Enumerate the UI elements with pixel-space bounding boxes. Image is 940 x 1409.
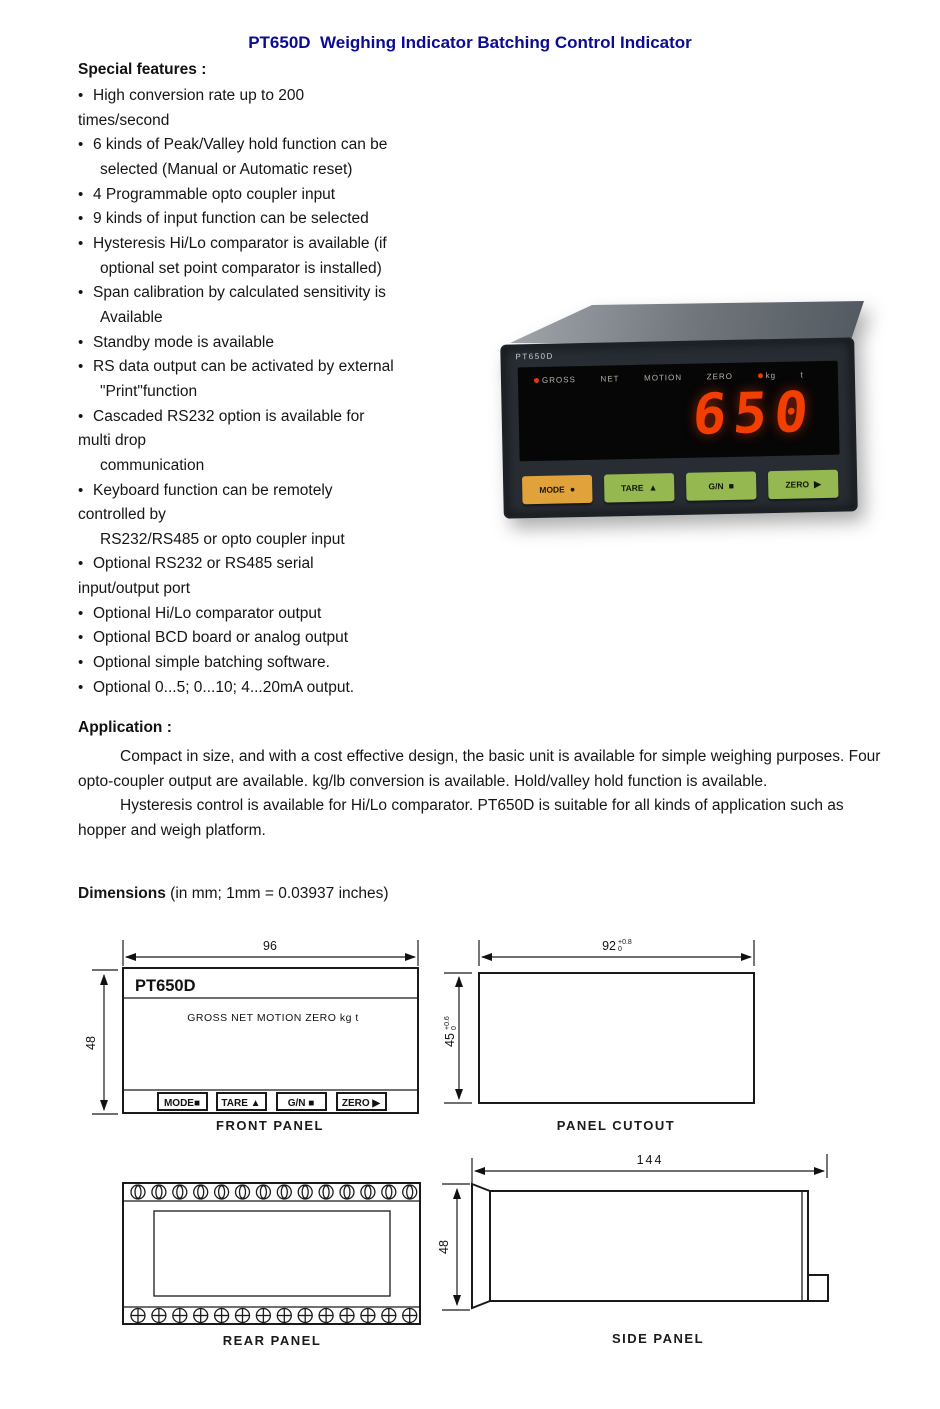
- bullet-icon: •: [78, 136, 84, 154]
- side-panel-drawing: [430, 1140, 850, 1356]
- bullet-icon: •: [78, 407, 84, 425]
- device-button-row: [522, 470, 839, 505]
- side-case-body: [490, 1191, 808, 1301]
- zero-button: ZERO ▶: [768, 470, 839, 499]
- feature-line: optional set point comparator is installed): [100, 259, 382, 277]
- bullet-icon: •: [78, 333, 84, 351]
- bullet-icon: •: [78, 210, 84, 228]
- feature-line: • Optional RS232 or RS485 serial: [78, 552, 558, 577]
- bullet-icon: •: [78, 678, 84, 696]
- application-paragraph: Compact in size, and with a cost effective design, the basic unit is available for simple weighing purposes. Four opto-coupler output are available. kg/lb conversion is available. Hold/valley hold function is available.: [78, 748, 881, 790]
- front-drawing-zero-key: ZERO ▶: [341, 1098, 381, 1109]
- square-glyph-icon: ■: [728, 480, 735, 491]
- feature-line: RS232/RS485 or opto coupler input: [100, 530, 345, 548]
- device-display: [518, 361, 840, 462]
- feature-line: selected (Manual or Automatic reset): [100, 160, 353, 178]
- cutout-height-tol-plus: +0.6: [444, 1016, 451, 1030]
- feature-line: • High conversion rate up to 200: [78, 84, 558, 109]
- tare-button: TARE ▲: [604, 473, 675, 502]
- feature-line: • Hysteresis Hi/Lo comparator is available (if: [78, 232, 558, 257]
- bullet-icon: •: [78, 654, 84, 672]
- feature-line: Available: [100, 308, 163, 326]
- side-width-dim: 144: [636, 1153, 664, 1167]
- front-panel-caption: FRONT PANEL: [216, 1118, 324, 1133]
- feature-line: multi drop: [78, 432, 147, 450]
- feature-line: • RS data output can be activated by external: [78, 355, 558, 380]
- side-front-bezel: [472, 1184, 490, 1308]
- feature-line: • Optional BCD board or analog output: [78, 626, 558, 651]
- circle-glyph-icon: ●: [569, 484, 576, 495]
- side-rear-tab: [808, 1275, 828, 1301]
- page-title: PT650D Weighing Indicator Batching Control Indicator: [248, 33, 692, 52]
- rear-panel-drawing: [80, 1160, 460, 1352]
- feature-line: • Optional Hi/Lo comparator output: [78, 602, 558, 627]
- bullet-icon: •: [78, 481, 84, 499]
- bullet-icon: •: [78, 87, 84, 104]
- product-photo: [492, 297, 910, 521]
- feature-line: • Span calibration by calculated sensitivity is: [78, 281, 558, 306]
- bullet-icon: •: [78, 284, 84, 302]
- red-led-dot: [534, 378, 539, 383]
- cutout-width-dim: 92: [602, 939, 616, 953]
- front-height-dim: 48: [84, 1036, 98, 1050]
- application-text: [78, 745, 883, 843]
- indicator-net: NET: [600, 374, 620, 384]
- bullet-icon: •: [78, 555, 84, 573]
- application-paragraph: Hysteresis control is available for Hi/Lo comparator. PT650D is suitable for all kinds of application such as hopper and weigh platform.: [78, 797, 844, 839]
- side-height-dim: 48: [437, 1240, 451, 1254]
- rear-panel-caption: REAR PANEL: [222, 1333, 322, 1348]
- indicator-zero: ZERO: [706, 371, 734, 382]
- front-drawing-gn-key: G/N ■: [287, 1098, 315, 1109]
- bullet-icon: •: [78, 604, 84, 622]
- dimensions-heading: Dimensions (in mm; 1mm = 0.03937 inches): [78, 885, 389, 902]
- cutout-height-dim: 45: [443, 1033, 457, 1047]
- device-front-panel: [500, 337, 858, 518]
- front-width-dim: 96: [263, 939, 277, 953]
- seven-segment-readout: 650: [689, 380, 818, 448]
- cutout-width-tol-plus: +0.8: [618, 939, 632, 946]
- feature-line: • Optional 0...5; 0...10; 4...20mA output.: [78, 676, 558, 701]
- gross-net-button: G/N ■: [686, 471, 757, 500]
- feature-line: • Optional simple batching software.: [78, 651, 558, 676]
- feature-line: • 6 kinds of Peak/Valley hold function can be: [78, 133, 558, 158]
- front-drawing-tare-key: TARE ▲: [221, 1098, 261, 1109]
- device-model-label: PT650D: [515, 351, 554, 362]
- special-features-heading: Special features :: [78, 61, 207, 78]
- feature-line: "Print"function: [100, 382, 198, 400]
- front-panel-drawing: [80, 930, 440, 1136]
- right-arrow-icon: ▶: [813, 478, 822, 489]
- feature-line: • Cascaded RS232 option is available for: [78, 405, 558, 430]
- feature-line: • Keyboard function can be remotely: [78, 479, 558, 504]
- side-panel-caption: SIDE PANEL: [611, 1331, 705, 1346]
- front-drawing-indicators: GROSS NET MOTION ZERO kg t: [187, 1012, 359, 1024]
- red-led-dot: [758, 373, 763, 378]
- application-heading: Application :: [78, 719, 172, 736]
- panel-cutout-caption: PANEL CUTOUT: [556, 1118, 676, 1133]
- feature-line: • 9 kinds of input function can be selected: [78, 207, 558, 232]
- indicator-gross: GROSS: [534, 375, 576, 385]
- cutout-height-tol-minus: 0: [451, 1026, 458, 1030]
- feature-line: • Standby mode is available: [78, 331, 558, 356]
- mode-button: MODE ●: [522, 475, 593, 504]
- front-drawing-mode-key: MODE■: [163, 1098, 201, 1109]
- indicator-kg: kg: [757, 371, 776, 380]
- features-list: [78, 84, 558, 700]
- bullet-icon: •: [78, 185, 84, 203]
- indicator-t: t: [800, 370, 804, 380]
- bullet-icon: •: [78, 629, 84, 647]
- bullet-icon: •: [78, 358, 84, 376]
- feature-line: • 4 Programmable opto coupler input: [78, 183, 558, 208]
- indicator-motion: MOTION: [644, 372, 683, 383]
- front-drawing-model: PT650D: [135, 977, 196, 995]
- panel-cutout-drawing: [430, 930, 790, 1136]
- feature-line: input/output port: [78, 580, 191, 598]
- feature-line: controlled by: [78, 506, 166, 524]
- feature-line: times/second: [78, 111, 170, 129]
- cutout-width-tol-minus: 0: [618, 946, 622, 953]
- up-arrow-icon: ▲: [648, 482, 658, 493]
- feature-line: communication: [100, 456, 205, 474]
- bullet-icon: •: [78, 234, 84, 252]
